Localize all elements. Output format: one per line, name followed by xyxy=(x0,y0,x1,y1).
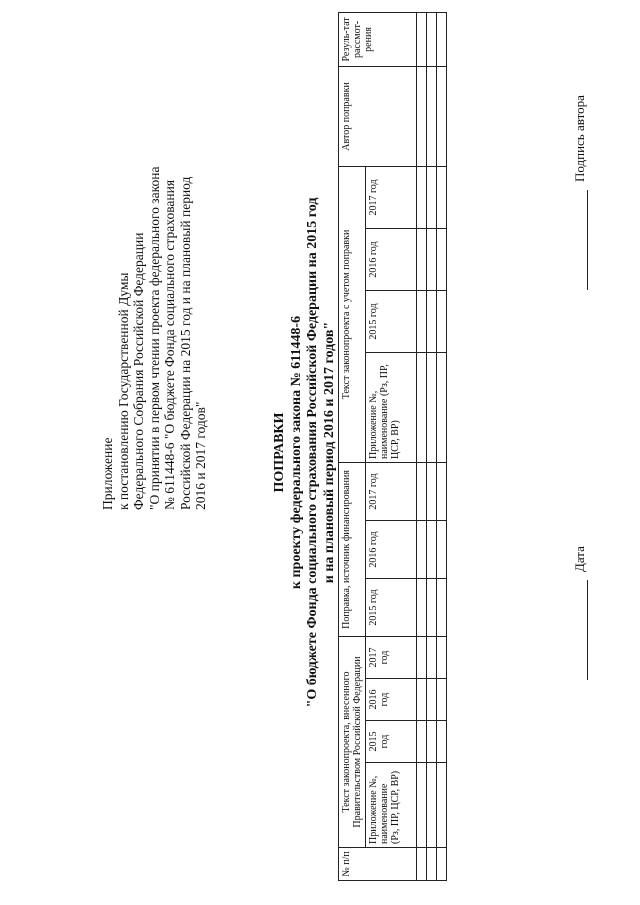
subheader-year-2017: 2017 год xyxy=(366,636,417,678)
appendix-line: Приложение xyxy=(100,437,115,510)
header-author: Автор поправки xyxy=(339,66,417,166)
subheader-year-2017: 2017 год xyxy=(366,462,417,520)
table-row xyxy=(437,12,447,880)
appendix-line: 2016 и 2017 годов" xyxy=(193,401,208,510)
appendix-line: Российской Федерации на 2015 год и на плановый период xyxy=(177,176,193,510)
table-row xyxy=(417,12,427,880)
header-government-text: Текст законопроекта, внесенного Правительством Российской Федерации xyxy=(339,636,366,847)
subheader-year-2015: 2015 год xyxy=(366,721,417,763)
author-signature-field xyxy=(572,95,588,290)
subheader-year-2016: 2016 год xyxy=(366,679,417,721)
heading-title: ПОПРАВКИ xyxy=(272,412,287,493)
author-signature-line xyxy=(587,190,588,290)
subheader-year-2015: 2015 год xyxy=(366,578,417,636)
header-result: Резуль-тат рассмот-рения xyxy=(339,12,417,66)
subheader-year-2015: 2015 год xyxy=(366,290,417,352)
heading-line-2: "О бюджете Фонда социального страхования Российской Федерации на 2015 год xyxy=(305,197,320,708)
document-heading xyxy=(272,0,338,905)
appendix-line: "О принятии в первом чтении проекта федерального закона xyxy=(146,166,162,510)
subheader-appendix: Приложение №, наименование (Рз, ПР, ЦСР, ВР) xyxy=(366,352,417,462)
subheader-year-2016: 2016 год xyxy=(366,520,417,578)
subheader-year-2016: 2016 год xyxy=(366,228,417,290)
appendix-line: № 611448-6 "О бюджете Фонда социального страхования xyxy=(162,179,177,510)
table-header-row xyxy=(339,12,366,880)
author-signature-label: Подпись автора xyxy=(572,95,587,182)
subheader-appendix: Приложение №, наименование (Рз, ПР, ЦСР, ВР) xyxy=(366,763,417,848)
appendix-line: к постановлению Государственной Думы xyxy=(115,272,131,510)
date-line xyxy=(587,580,588,680)
date-label: Дата xyxy=(572,546,587,572)
appendix-block xyxy=(100,70,209,510)
amendments-table xyxy=(338,12,447,881)
header-number: № п/п xyxy=(339,848,417,881)
subheader-year-2017: 2017 год xyxy=(366,166,417,228)
header-amendment: Поправка, источник финансирования xyxy=(339,462,366,636)
heading-line-1: к проекту федерального закона № 611448-6 xyxy=(288,315,304,590)
appendix-line: Федерального Собрания Российской Федерации xyxy=(131,232,146,510)
table-row xyxy=(427,12,437,880)
date-signature-field xyxy=(572,546,588,680)
heading-line-3: и на плановый период 2016 и 2017 годов" xyxy=(321,321,337,584)
header-text-with-amendment: Текст законопроекта с учетом поправки xyxy=(339,166,366,462)
